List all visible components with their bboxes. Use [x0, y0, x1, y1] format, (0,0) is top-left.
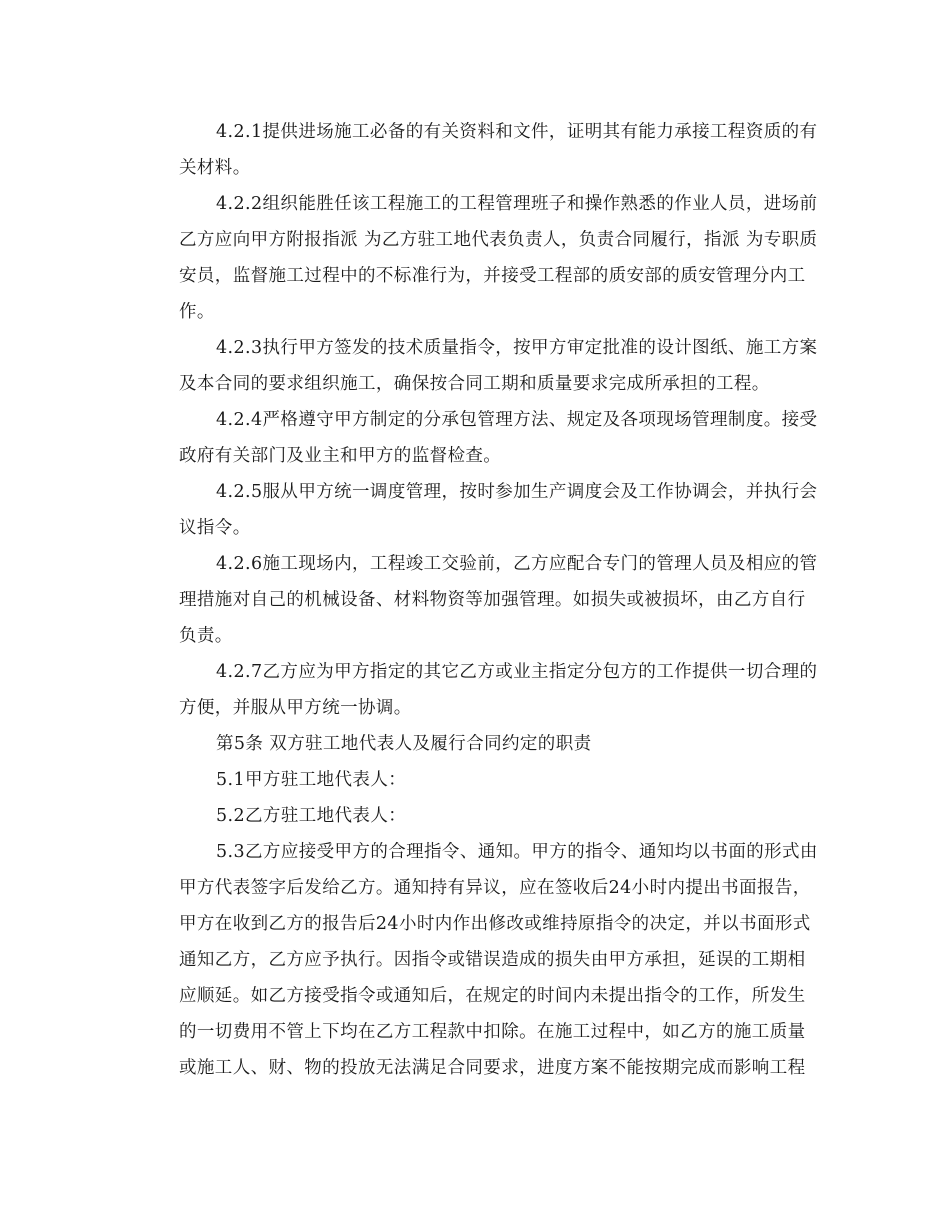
text-line: 5.3乙方应接受甲方的合理指令、通知。甲方的指令、通知均以书面的形式由	[216, 842, 818, 862]
text-line: 理措施对自己的机械设备、材料物资等加强管理。如损失或被损坏，由乙方自行	[179, 590, 806, 610]
text-line: 甲方在收到乙方的报告后24小时内作出修改或维持原指令的决定，并以书面形式	[179, 914, 811, 934]
text-line: 5.2乙方驻工地代表人：	[216, 806, 407, 826]
text-line: 4.2.4严格遵守甲方制定的分承包管理方法、规定及各项现场管理制度。接受	[216, 410, 818, 430]
text-line: 4.2.5服从甲方统一调度管理，按时参加生产调度会及工作协调会，并执行会	[216, 482, 818, 502]
paragraph-5-2	[142, 798, 806, 834]
article-5-heading	[142, 726, 806, 762]
paragraph-5-3	[142, 834, 818, 1086]
text-line: 安员，监督施工过程中的不标准行为，并接受工程部的质安部的质安管理分内工	[179, 266, 806, 286]
text-line: 第5条 双方驻工地代表人及履行合同约定的职责	[216, 734, 592, 754]
paragraph-4-2-7	[142, 654, 818, 726]
text-line: 4.2.6施工现场内，工程竣工交验前，乙方应配合专门的管理人员及相应的管	[216, 554, 818, 574]
text-line: 或施工人、财、物的投放无法满足合同要求，进度方案不能按期完成而影响工程	[179, 1058, 806, 1078]
text-line: 议指令。	[179, 518, 251, 538]
text-line: 政府有关部门及业主和甲方的监督检查。	[179, 446, 502, 466]
paragraph-4-2-6	[142, 546, 818, 654]
text-line: 4.2.7乙方应为甲方指定的其它乙方或业主指定分包方的工作提供一切合理的	[216, 662, 818, 682]
paragraph-4-2-1	[142, 114, 818, 186]
text-line: 方便，并服从甲方统一协调。	[179, 698, 412, 718]
text-line: 负责。	[179, 626, 233, 646]
document-page	[142, 114, 818, 1086]
paragraph-4-2-5	[142, 474, 818, 546]
text-line: 4.2.2组织能胜任该工程施工的工程管理班子和操作熟悉的作业人员，进场前	[216, 194, 818, 214]
text-line: 应顺延。如乙方接受指令或通知后，在规定的时间内未提出指令的工作，所发生	[179, 986, 806, 1006]
text-line: 5.1甲方驻工地代表人：	[216, 770, 407, 790]
text-line: 4.2.3执行甲方签发的技术质量指令，按甲方审定批准的设计图纸、施工方案	[216, 338, 818, 358]
paragraph-4-2-3	[142, 330, 818, 402]
text-line: 4.2.1提供进场施工必备的有关资料和文件，证明其有能力承接工程资质的有	[216, 122, 818, 142]
text-line: 关材料。	[179, 158, 251, 178]
text-line: 乙方应向甲方附报指派 为乙方驻工地代表负责人，负责合同履行，指派 为专职质	[179, 230, 818, 250]
text-line: 通知乙方，乙方应予执行。因指令或错误造成的损失由甲方承担，延误的工期相	[179, 950, 806, 970]
text-line: 的一切费用不管上下均在乙方工程款中扣除。在施工过程中，如乙方的施工质量	[179, 1022, 806, 1042]
text-line: 作。	[179, 302, 215, 322]
paragraph-4-2-2	[142, 186, 818, 330]
paragraph-4-2-4	[142, 402, 818, 474]
text-line: 及本合同的要求组织施工，确保按合同工期和质量要求完成所承担的工程。	[179, 374, 770, 394]
text-line: 甲方代表签字后发给乙方。通知持有异议，应在签收后24小时内提出书面报告，	[179, 878, 811, 898]
paragraph-5-1	[142, 762, 806, 798]
